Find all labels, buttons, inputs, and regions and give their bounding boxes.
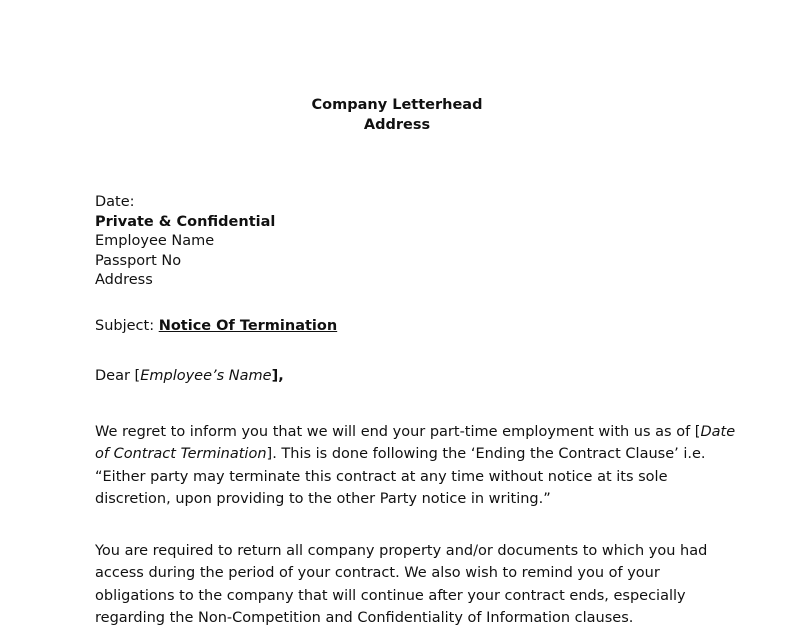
paragraph-termination bbox=[95, 421, 736, 511]
subject-line bbox=[95, 316, 337, 336]
salutation bbox=[95, 366, 284, 386]
salutation-close: ], bbox=[271, 368, 284, 384]
subject-title: Notice Of Termination bbox=[158, 318, 338, 334]
paragraph-line: regarding the Non-Competition and Confidentiality of Information clauses. bbox=[95, 610, 634, 627]
recipient-block bbox=[95, 193, 275, 291]
paragraph-text: We regret to inform you that we will end your part-time employment with us as of [ bbox=[95, 424, 701, 440]
paragraph-text: ]. This is done following the ‘Ending the Contract Clause’ i.e. bbox=[266, 446, 706, 463]
subject-label: Subject: bbox=[95, 318, 155, 334]
date-placeholder-cont: of Contract Termination bbox=[95, 446, 267, 463]
date-placeholder: Date bbox=[700, 424, 736, 440]
paragraph-line bbox=[95, 421, 736, 443]
letterhead bbox=[0, 95, 789, 135]
date-label: Date: bbox=[95, 194, 135, 210]
salutation-dear: Dear [ bbox=[95, 368, 141, 384]
salutation-name-placeholder: Employee’s Name bbox=[140, 368, 272, 384]
company-letterhead: Company Letterhead bbox=[311, 97, 483, 113]
company-address: Address bbox=[363, 117, 431, 133]
paragraph-line: obligations to the company that will continue after your contract ends, especially bbox=[95, 587, 686, 604]
paragraph-line: You are required to return all company property and/or documents to which you had bbox=[95, 543, 708, 559]
paragraph-line bbox=[95, 443, 705, 465]
employee-name-line: Employee Name bbox=[95, 233, 215, 250]
paragraph-line: access during the period of your contract. We also wish to remind you of your bbox=[95, 565, 660, 582]
passport-line: Passport No bbox=[95, 252, 182, 269]
paragraph-line: discretion, upon providing to the other Party notice in writing.” bbox=[95, 491, 551, 508]
paragraph-line: “Either party may terminate this contract at any time without notice at its sole bbox=[95, 468, 668, 485]
recipient-address-line: Address bbox=[95, 272, 153, 289]
confidential-label: Private & Confidential bbox=[95, 213, 276, 230]
paragraph-obligations bbox=[95, 540, 708, 630]
